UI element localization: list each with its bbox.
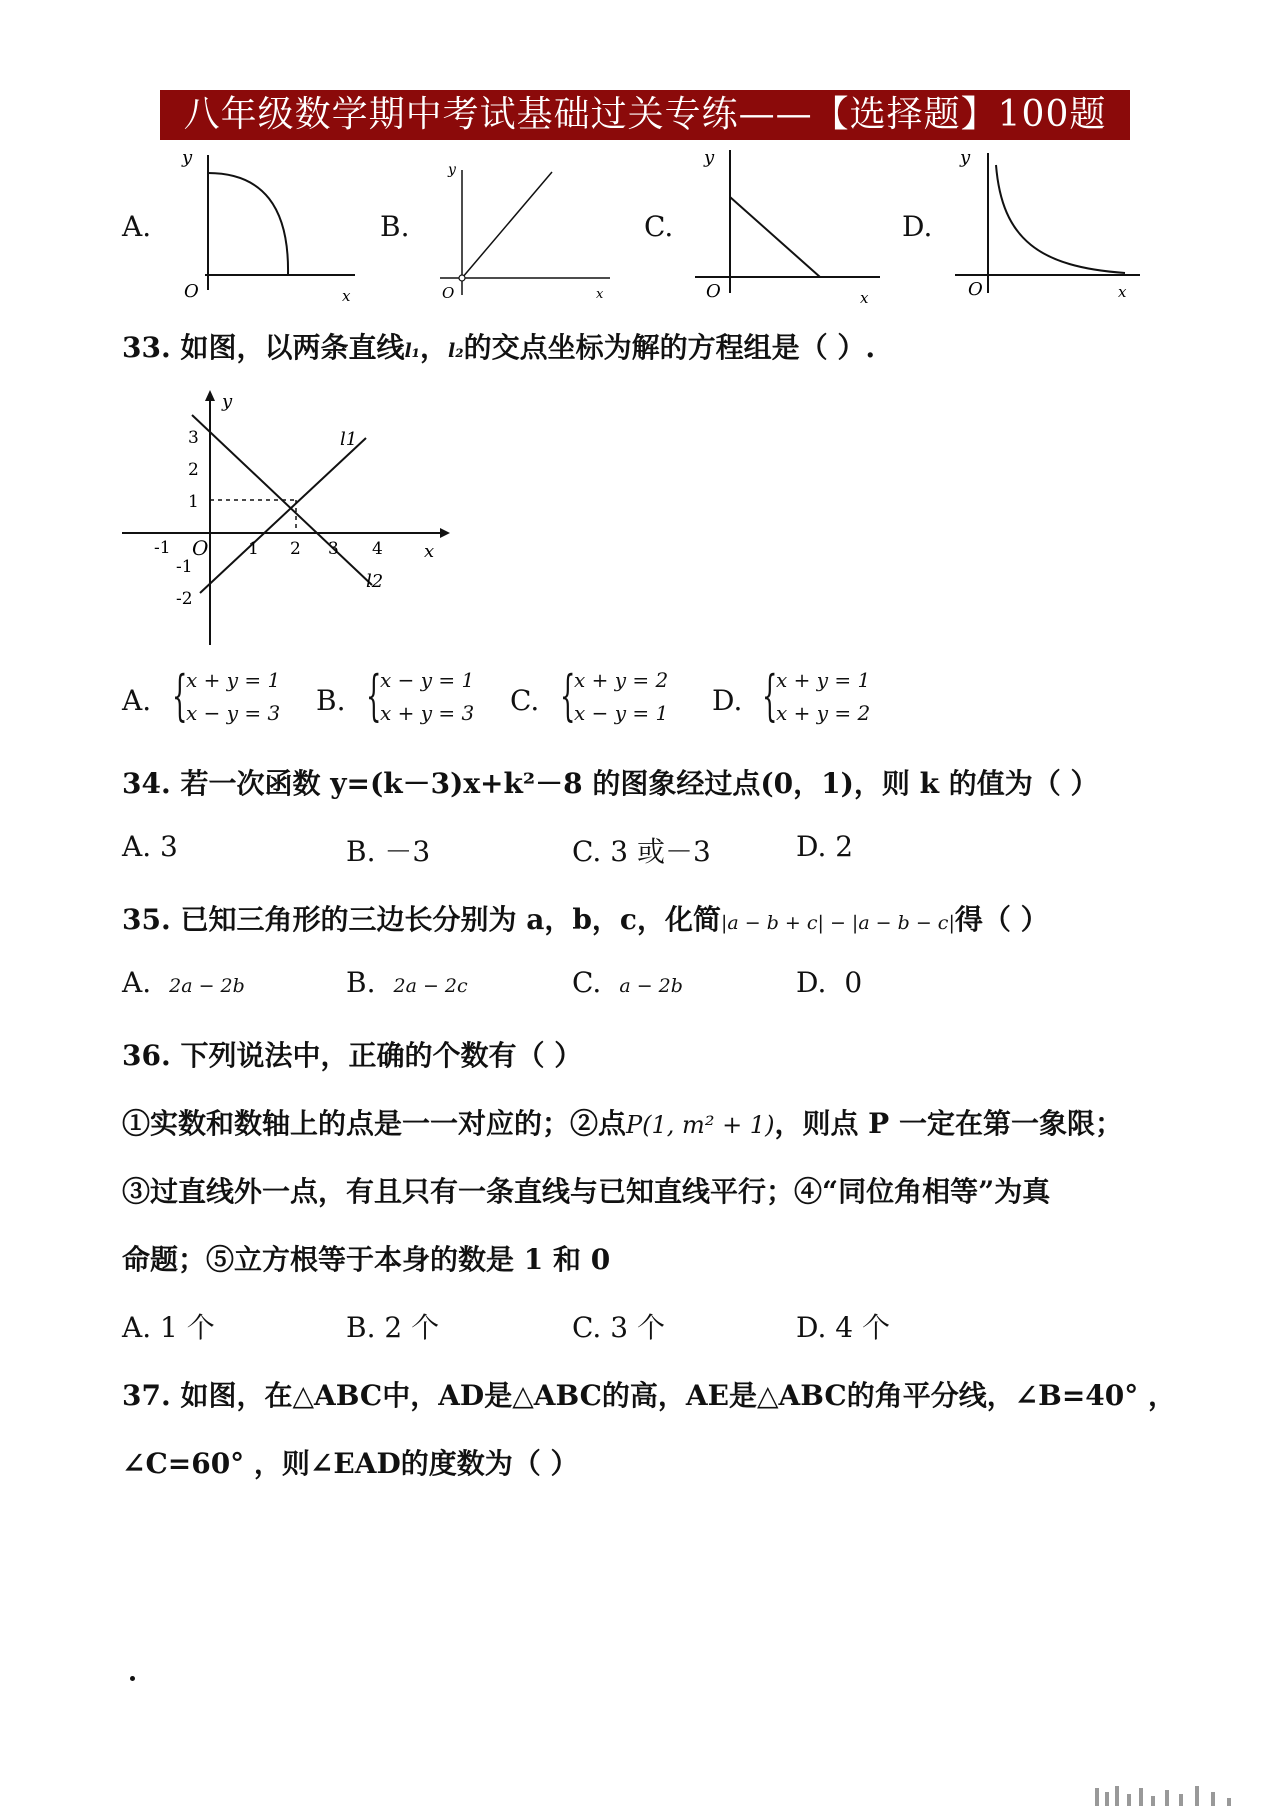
y-tick-neg2: -2 xyxy=(176,589,193,609)
y-tick-neg1: -1 xyxy=(176,557,193,577)
q34-option-b: B. －3 xyxy=(346,835,431,868)
q34-option-d: D. 2 xyxy=(796,830,854,863)
l1-label: l1 xyxy=(340,429,358,450)
q33-text xyxy=(122,326,875,366)
q35-option-b xyxy=(346,966,468,999)
q36-option-a: A. 1 个 xyxy=(122,1311,215,1344)
x-tick-1: 1 xyxy=(248,539,259,559)
q37-line-2: ∠C=60° ，则∠EAD的度数为（ ） xyxy=(122,1447,579,1480)
q36-line1-head: ①实数和数轴上的点是一一对应的；②点 xyxy=(122,1107,627,1140)
equation-1: x + y = 2 xyxy=(574,668,669,692)
q32-option-a-label: A. xyxy=(122,210,152,243)
q36-line1-tail: ，则点 P 一定在第一象限； xyxy=(774,1107,1123,1140)
q33-graph xyxy=(110,385,460,650)
graph-curve xyxy=(208,173,288,275)
q33-option-d-label: D. xyxy=(712,684,743,717)
q32-option-d-label: D. xyxy=(902,210,933,243)
origin-label: O xyxy=(968,279,983,300)
q37-line-1: 37. 如图，在△ABC中，AD是△ABC的高，AE是△ABC的角平分线，∠B=40° ， xyxy=(122,1379,1177,1412)
equation-1: x + y = 1 xyxy=(186,668,281,692)
q36-option-d: D. 4 个 xyxy=(796,1311,890,1344)
l2-label: l2 xyxy=(366,571,384,592)
q32-graph-b xyxy=(440,150,620,305)
q33-option-a-system xyxy=(172,664,280,730)
brace: { xyxy=(762,664,778,727)
x-label: x xyxy=(1118,283,1127,301)
q33-text-tail: 的交点坐标为解的方程组是（ ）. xyxy=(463,331,876,364)
origin-label: O xyxy=(192,536,209,560)
page-title: 八年级数学期中考试基础过关专练——【选择题】100题 xyxy=(160,90,1130,140)
q36-text: 36. 下列说法中，正确的个数有（ ） xyxy=(122,1039,583,1072)
q35-expression: |a − b + c| − |a − b − c| xyxy=(720,912,955,934)
origin-point xyxy=(459,275,465,281)
q34-option-a: A. 3 xyxy=(122,830,178,863)
y-label: y xyxy=(704,147,715,168)
q35-option-a xyxy=(122,966,245,999)
q32-option-b-label: B. xyxy=(380,210,410,243)
brace: { xyxy=(172,664,188,727)
y-tick-2: 2 xyxy=(188,460,199,480)
q33-l1-label: l₁ xyxy=(404,340,421,362)
y-tick-3: 3 xyxy=(188,428,199,448)
q33-text-head: 33. 如图，以两条直线 xyxy=(122,331,405,364)
x-tick-3: 3 xyxy=(328,539,339,559)
q33-option-b-system xyxy=(366,664,474,730)
y-label: y xyxy=(960,147,971,168)
q35-text-tail: 得（ ） xyxy=(954,903,1049,936)
y-axis-arrow xyxy=(205,390,215,401)
q35-option-d xyxy=(796,966,862,999)
x-tick-neg1: -1 xyxy=(154,538,171,558)
equation-2: x − y = 3 xyxy=(186,701,281,725)
q32-graph-d xyxy=(950,145,1150,305)
q33-option-c-system xyxy=(560,664,668,730)
q36-option-c: C. 3 个 xyxy=(572,1311,665,1344)
x-tick-2: 2 xyxy=(290,539,301,559)
y-label: y xyxy=(448,162,456,178)
line-l1 xyxy=(200,438,366,593)
q32-option-c-label: C. xyxy=(644,210,674,243)
q34-text: 34. 若一次函数 y=(k－3)x+k²－8 的图象经过点(0，1)，则 k 的值为（ ） xyxy=(122,767,1099,800)
q35-text-head: 35. 已知三角形的三边长分别为 a，b，c，化简 xyxy=(122,903,721,936)
q36-statement-line-2: ③过直线外一点，有且只有一条直线与已知直线平行；④“同位角相等”为真 xyxy=(122,1175,1051,1208)
brace: { xyxy=(560,664,576,727)
q33-separator: ， xyxy=(420,331,449,364)
y-tick-1: 1 xyxy=(188,492,199,512)
q33-option-a-label: A. xyxy=(122,684,152,717)
x-axis-arrow xyxy=(440,528,450,538)
option-expression: a − 2b xyxy=(619,975,683,997)
stray-dot xyxy=(130,1676,135,1681)
equation-1: x − y = 1 xyxy=(380,668,475,692)
x-label: x xyxy=(596,287,604,302)
origin-label: O xyxy=(706,281,721,302)
graph-line xyxy=(730,197,820,277)
brace: { xyxy=(366,664,382,727)
equation-2: x + y = 2 xyxy=(776,701,871,725)
q32-graph-c xyxy=(690,145,890,305)
watermark-bars xyxy=(1095,1784,1245,1806)
origin-label: O xyxy=(184,281,199,302)
graph-curve xyxy=(996,165,1125,273)
q36-statement-line-1 xyxy=(122,1102,1123,1142)
y-label: y xyxy=(182,147,193,168)
equation-2: x − y = 1 xyxy=(574,701,669,725)
q33-l2-label: l₂ xyxy=(448,340,464,362)
x-label: x xyxy=(860,289,869,305)
y-label: y xyxy=(222,391,233,412)
q34-option-c: C. 3 或－3 xyxy=(572,835,711,868)
equation-2: x + y = 3 xyxy=(380,701,475,725)
option-expression: 2a − 2c xyxy=(393,975,468,997)
q36-point-p: P(1, m² + 1) xyxy=(626,1111,775,1139)
q32-graph-a xyxy=(170,145,370,305)
x-tick-4: 4 xyxy=(372,539,383,559)
x-label: x xyxy=(424,541,435,562)
origin-label: O xyxy=(442,284,455,302)
option-letter: B. xyxy=(346,966,376,999)
q36-statement-line-3: 命题；⑤立方根等于本身的数是 1 和 0 xyxy=(122,1243,611,1276)
q33-option-b-label: B. xyxy=(316,684,346,717)
graph-line xyxy=(462,172,552,278)
q35-option-c xyxy=(572,966,683,999)
option-expression: 2a − 2b xyxy=(169,975,245,997)
q35-text xyxy=(122,898,1049,938)
q33-option-c-label: C. xyxy=(510,684,540,717)
option-expression: 0 xyxy=(844,966,863,999)
option-letter: A. xyxy=(122,966,152,999)
q36-option-b: B. 2 个 xyxy=(346,1311,440,1344)
q33-option-d-system xyxy=(762,664,870,730)
option-letter: C. xyxy=(572,966,602,999)
option-letter: D. xyxy=(796,966,827,999)
equation-1: x + y = 1 xyxy=(776,668,871,692)
x-label: x xyxy=(342,287,351,305)
